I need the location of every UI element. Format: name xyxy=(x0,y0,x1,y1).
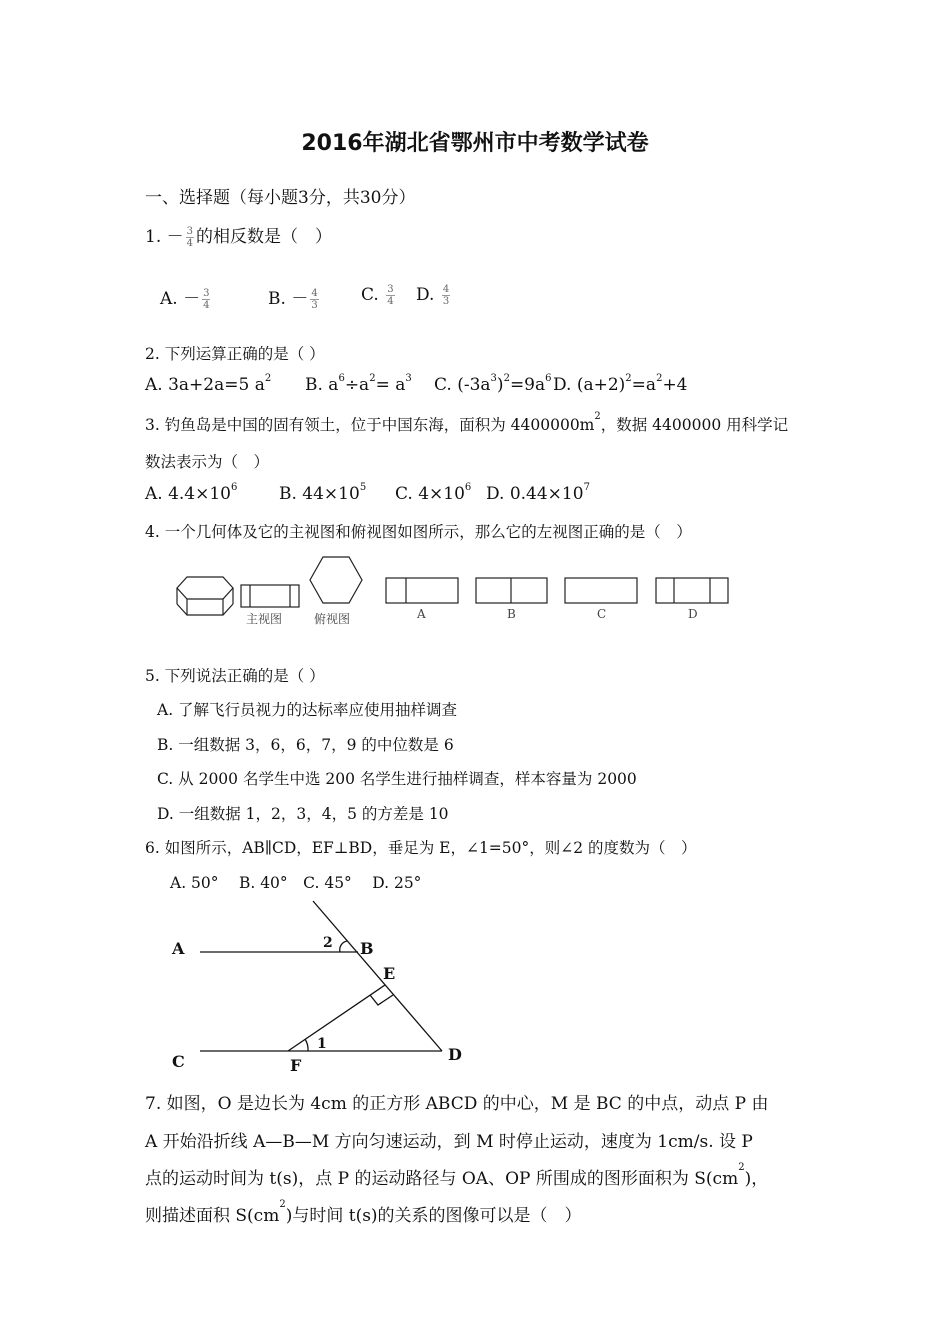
label-angle-2: 2 xyxy=(323,935,333,951)
q2-option-a: A. 3a+2a=5 $a^2$ xyxy=(145,373,272,395)
q7-line3: 点的运动时间为 t(s)，点 P 的运动路径与 OA、OP 所围成的图形面积为 $S(cm^2)$， xyxy=(145,1162,769,1189)
line-bd xyxy=(313,901,442,1051)
q1-option-d: D. $\frac{4}{3}$ xyxy=(416,284,450,307)
q3-option-a: A. $4.4\times 10^6$ xyxy=(145,482,238,504)
q2-option-c: C. $(-3a^3)^2=9a^6$ xyxy=(434,373,552,395)
q3-stem-line1: 3. 钓鱼岛是中国的固有领土，位于中国东海，面积为 $4400000m^2$，数据 4400000 用科学记 xyxy=(145,411,789,434)
q4-front-view xyxy=(241,585,299,607)
q4-stem: 4. 一个几何体及它的主视图和俯视图如图所示，那么它的左视图正确的是（ ） xyxy=(145,523,692,541)
q2-option-d: D. $(a+2)^2=a^2+4$ xyxy=(553,373,688,395)
angle-2-arc xyxy=(340,941,347,952)
label-d: D xyxy=(448,1045,462,1064)
label-e: E xyxy=(383,964,396,983)
label-f: F xyxy=(290,1056,302,1075)
q7-line1: 7. 如图，O 是边长为 4cm 的正方形 ABCD 的中心，M 是 BC 的中点，动点 P 由 xyxy=(145,1094,769,1114)
q4-top-view xyxy=(310,557,362,603)
q4-label-top: 俯视图 xyxy=(314,612,351,626)
q4-label-b: B xyxy=(507,607,516,621)
q4-option-b-figure xyxy=(476,578,547,603)
label-c: C xyxy=(172,1052,185,1071)
q7-line4: 则描述面积 $S(cm^2)$与时间 t(s)的关系的图像可以是（ ） xyxy=(145,1199,582,1226)
q4-option-c-figure xyxy=(565,578,637,603)
q4-label-c: C xyxy=(597,607,607,621)
q4-label-a: A xyxy=(417,607,426,621)
label-b: B xyxy=(360,939,374,958)
q4-label-front: 主视图 xyxy=(246,612,283,626)
q1-fraction: $\frac{3}{4}$ xyxy=(186,226,194,249)
q6-stem: 6. 如图所示，AB∥CD，EF⊥BD，垂足为 E，∠1=50°，则∠2 的度数为（ ） xyxy=(145,839,697,857)
q2-stem: 2. 下列运算正确的是（ ） xyxy=(145,345,325,363)
q1-option-a: A. － $\frac{3}{4}$ xyxy=(160,288,210,311)
q1-number: 1. xyxy=(145,227,162,247)
q5-option-b: B. 一组数据 3，6，6，7，9 的中位数是 6 xyxy=(157,736,454,754)
q5-stem: 5. 下列说法正确的是（ ） xyxy=(145,667,325,685)
q1-stem xyxy=(145,222,332,249)
q4-solid-prism xyxy=(177,577,233,615)
q2-option-b: B. $a^6\div a^2= a^3$ xyxy=(305,373,412,395)
q4-option-a-figure xyxy=(386,578,458,603)
q5-option-a: A. 了解飞行员视力的达标率应使用抽样调查 xyxy=(157,701,458,719)
q6-options: A. 50° B. 40° C. 45° D. 25° xyxy=(170,874,422,892)
right-angle-mark xyxy=(370,995,393,1005)
section-heading: 一、选择题（每小题3分，共30分） xyxy=(145,188,416,208)
q1-option-b: B. － $\frac{4}{3}$ xyxy=(268,288,318,311)
q5-option-c: C. 从 2000 名学生中选 200 名学生进行抽样调查，样本容量为 2000 xyxy=(157,770,637,788)
q4-option-d-figure xyxy=(656,578,728,603)
q3-option-c: C. $4\times 10^6$ xyxy=(395,482,472,504)
q4-figure xyxy=(165,548,745,633)
label-angle-1: 1 xyxy=(317,1036,327,1052)
q1-option-c: C. $\frac{3}{4}$ xyxy=(361,284,394,307)
label-a: A xyxy=(172,939,185,958)
q6-figure xyxy=(160,895,480,1080)
page-title: 2016年湖北省鄂州市中考数学试卷 xyxy=(301,131,649,156)
q4-label-d: D xyxy=(688,607,698,621)
q3-option-b: B. $44\times 10^5$ xyxy=(279,482,367,504)
q7-line2: A 开始沿折线 A—B—M 方向匀速运动，到 M 时停止运动，速度为 1cm/s. 设 P xyxy=(145,1132,753,1152)
angle-1-arc xyxy=(305,1039,308,1051)
q3-stem-line2: 数法表示为（ ） xyxy=(145,453,270,471)
q1-minus: － xyxy=(166,227,184,247)
q3-option-d: D. $0.44\times 10^7$ xyxy=(486,482,590,504)
q1-text: 的相反数是（ ） xyxy=(196,227,333,247)
q5-option-d: D. 一组数据 1，2，3，4，5 的方差是 10 xyxy=(157,805,449,823)
